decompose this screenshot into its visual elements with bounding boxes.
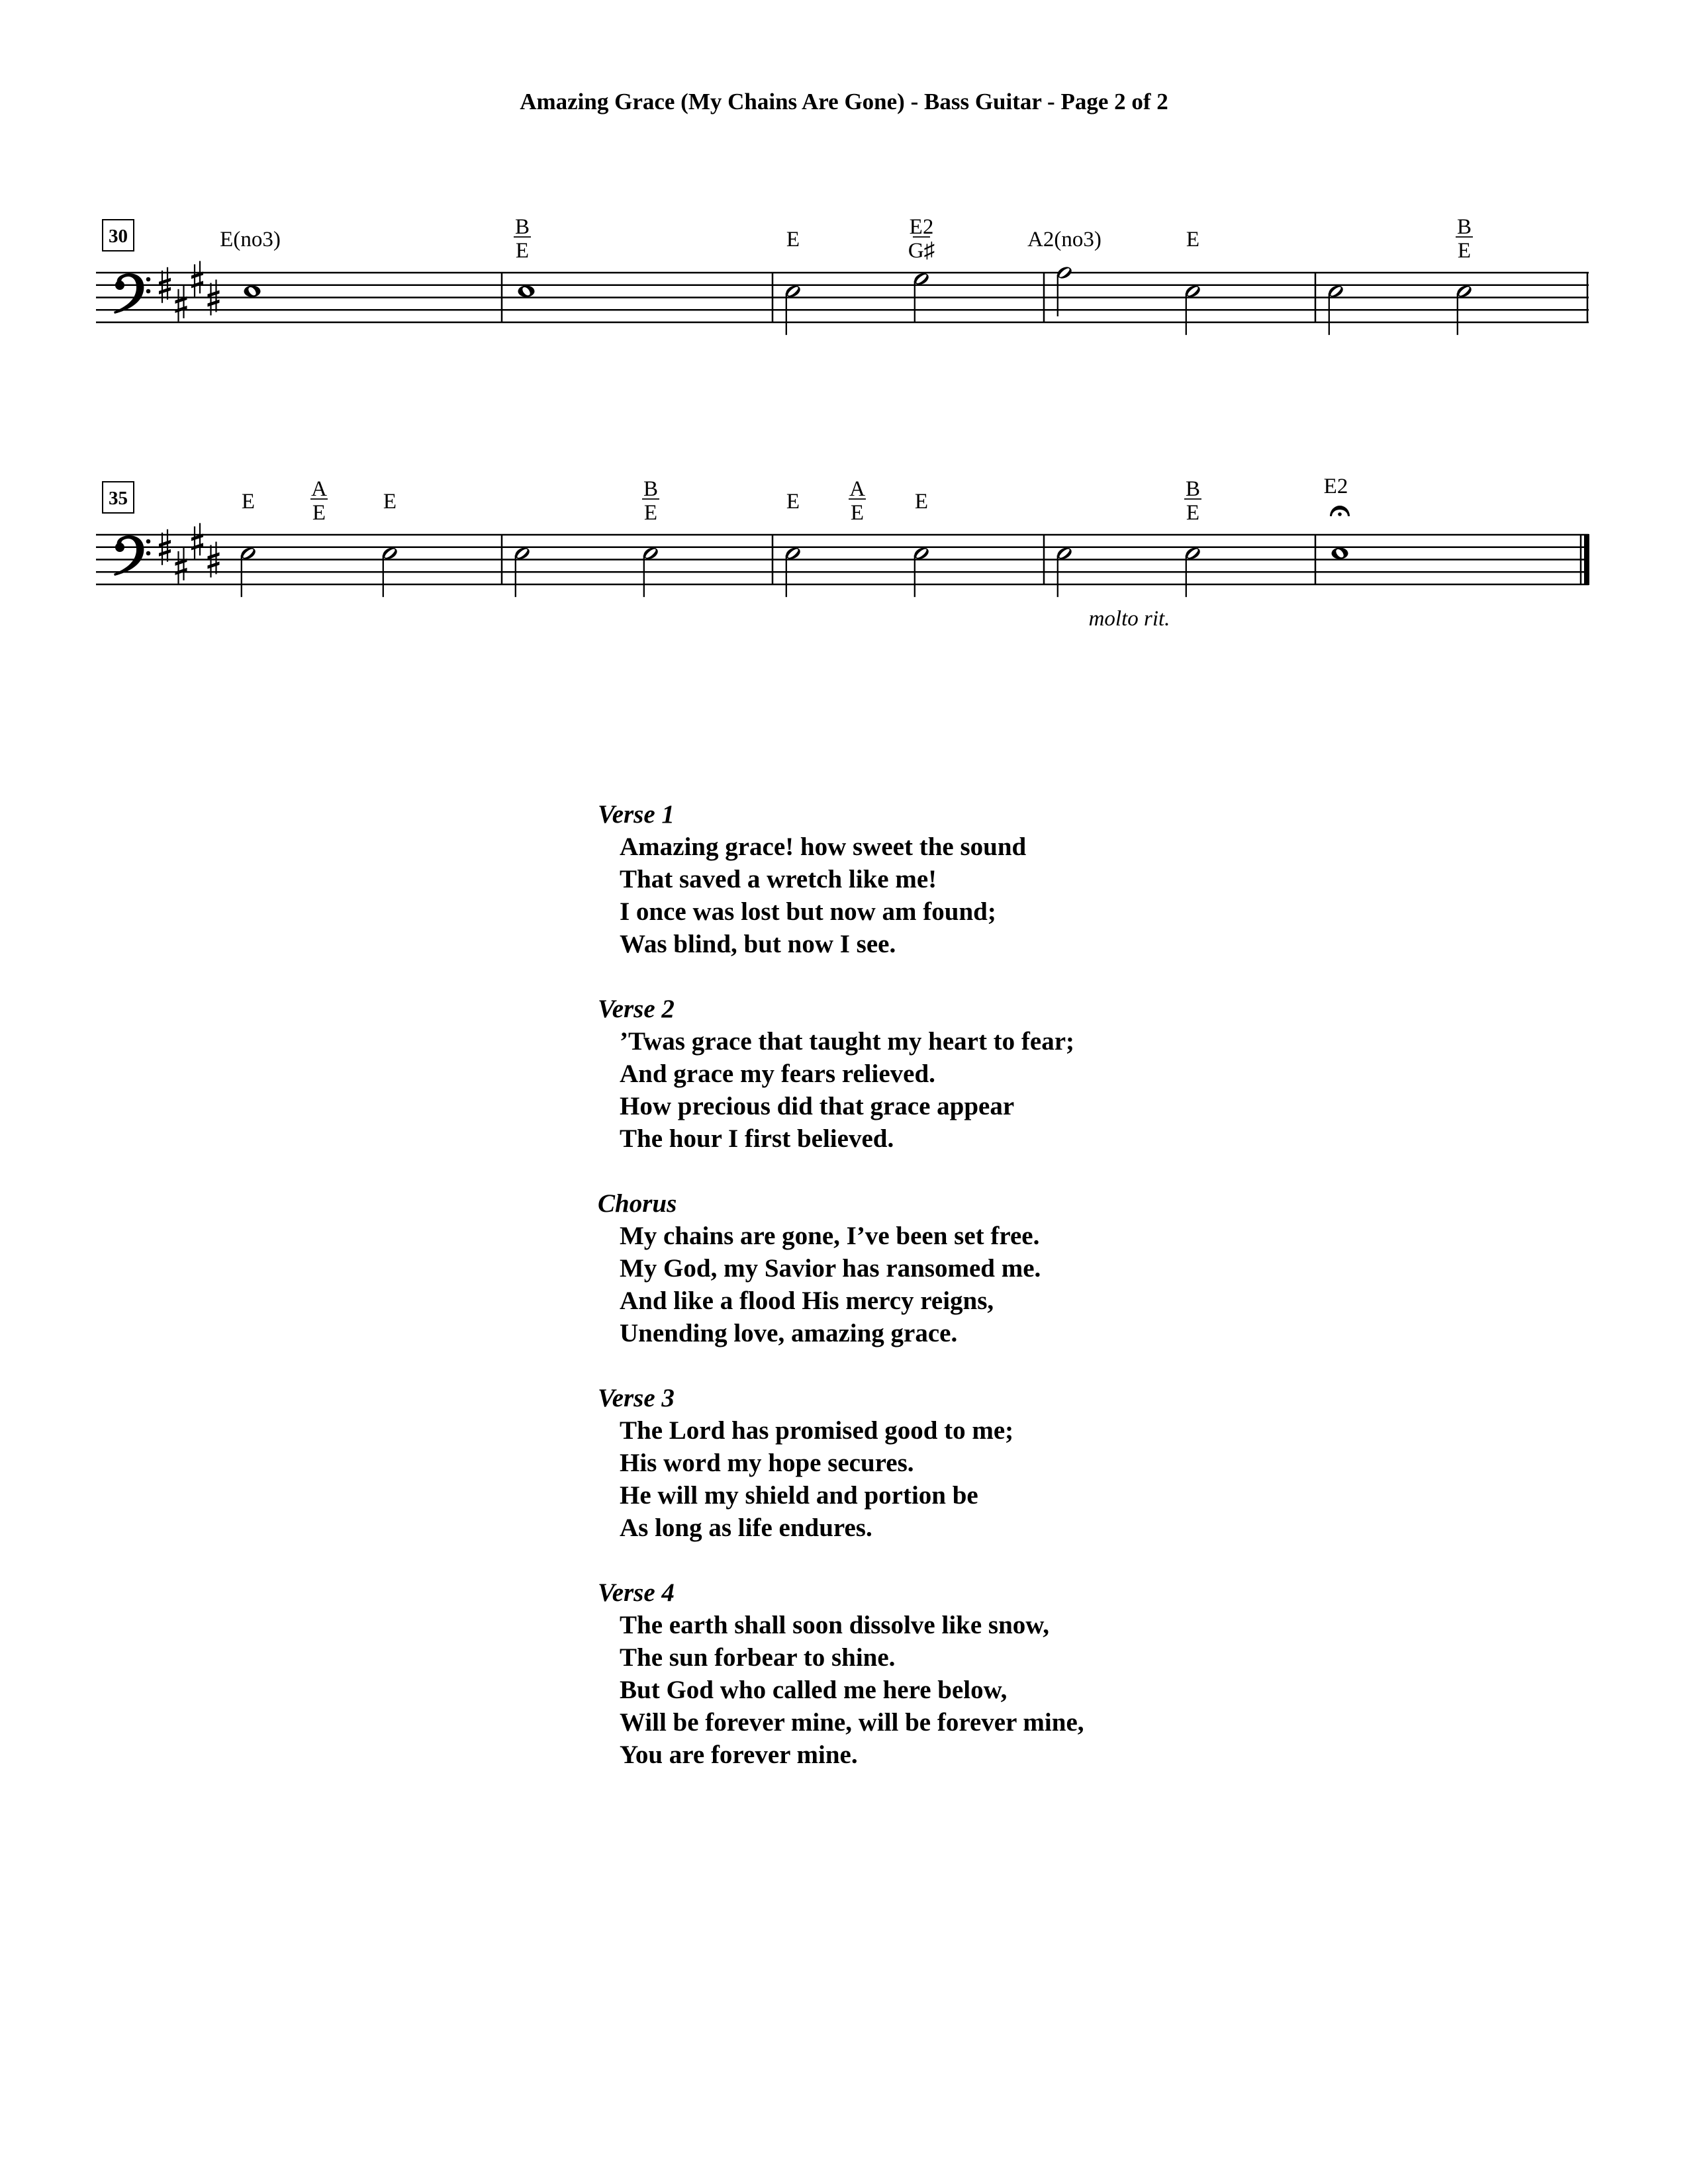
chord-symbol — [786, 490, 800, 514]
clef-dot — [146, 289, 151, 294]
stanza — [598, 1382, 1084, 1544]
lyric-line: How precious did that grace appear — [620, 1092, 1015, 1120]
chord-label: A2(no3) — [1027, 228, 1102, 251]
lyric-line: And grace my fears relieved. — [620, 1060, 935, 1088]
key-signature — [159, 261, 220, 322]
stanza-heading: Verse 4 — [598, 1578, 675, 1607]
chord-root: A — [311, 477, 327, 501]
clef-body — [114, 535, 144, 576]
chord-symbol — [514, 215, 531, 263]
staff-system — [96, 475, 1589, 631]
sharp-bar — [208, 291, 220, 298]
fermata-icon — [1330, 506, 1350, 516]
lyric-line: My God, my Savior has ransomed me. — [620, 1254, 1041, 1283]
measure — [220, 228, 281, 297]
bar-number: 30 — [109, 226, 128, 247]
chord-symbol — [242, 490, 255, 514]
lyric-line: The hour I first believed. — [620, 1124, 894, 1153]
chord-symbol — [310, 477, 328, 525]
bar-number: 35 — [109, 488, 128, 509]
whole-note — [518, 286, 535, 297]
lyric-line: Amazing grace! how sweet the sound — [620, 833, 1027, 861]
whole-note — [1330, 506, 1350, 559]
chord-bass: E — [515, 239, 530, 263]
sharp-bar — [159, 549, 171, 557]
sharp-bar — [159, 278, 171, 285]
lyric-line: Unending love, amazing grace. — [620, 1319, 958, 1347]
clef-dot — [146, 277, 151, 282]
stanza-heading: Verse 1 — [598, 800, 675, 829]
chord-symbol — [1027, 228, 1102, 251]
sharp-bar — [208, 562, 220, 569]
chord-symbol — [786, 228, 800, 251]
chord-symbol — [908, 215, 935, 263]
lyric-line: You are forever mine. — [620, 1741, 858, 1769]
chord-bass: E — [643, 501, 658, 525]
sharp-bar — [191, 281, 203, 288]
lyric-line: The sun forbear to shine. — [620, 1643, 896, 1672]
chord-symbol — [915, 490, 928, 514]
chord-bass: E — [850, 501, 865, 525]
fermata-dot — [1338, 512, 1342, 516]
page-title: Amazing Grace (My Chains Are Gone) - Bass Guitar - Page 2 of 2 — [520, 89, 1168, 114]
key-signature — [159, 523, 220, 584]
chord-symbol — [1456, 215, 1473, 263]
lyric-line: ’Twas grace that taught my heart to fear; — [620, 1027, 1075, 1056]
bass-clef-icon — [114, 273, 150, 314]
measure — [239, 477, 399, 597]
lyric-line: The Lord has promised good to me; — [620, 1416, 1014, 1445]
measure — [513, 477, 659, 597]
chord-symbol — [220, 228, 281, 251]
measure — [1327, 215, 1473, 335]
chord-label: E — [241, 490, 256, 514]
stanza-heading: Verse 2 — [598, 995, 675, 1023]
chord-root: B — [514, 215, 530, 239]
sharp-bar — [159, 287, 171, 295]
lyric-line: Was blind, but now I see. — [620, 930, 896, 958]
stanza — [598, 1187, 1084, 1349]
chord-root: B — [1185, 477, 1201, 501]
sharp-bar — [159, 540, 171, 547]
measure — [784, 477, 930, 597]
lyric-line: And like a flood His mercy reigns, — [620, 1287, 994, 1315]
sharp-bar — [191, 543, 203, 550]
chord-bass: E — [1457, 239, 1472, 263]
lyric-line: My chains are gone, I’ve been set free. — [620, 1222, 1040, 1250]
chord-symbol — [849, 477, 866, 525]
sharp-bar — [175, 306, 187, 313]
chord-bass: E — [312, 501, 326, 525]
chord-label: E — [1186, 228, 1200, 251]
clef-body — [114, 273, 144, 314]
lyric-line: But God who called me here below, — [620, 1676, 1008, 1704]
lyric-line: He will my shield and portion be — [620, 1481, 978, 1510]
lyric-line: As long as life endures. — [620, 1514, 872, 1542]
chord-root: B — [643, 477, 659, 501]
sharp-bar — [208, 300, 220, 307]
chord-bass: E — [1186, 501, 1200, 525]
lyric-line: The earth shall soon dissolve like snow, — [620, 1611, 1050, 1639]
half-note — [1055, 265, 1073, 316]
chord-label: E — [786, 228, 800, 251]
stanza — [598, 1576, 1084, 1771]
staff-system — [96, 215, 1589, 335]
measure — [784, 215, 935, 335]
chord-root: A — [849, 477, 865, 501]
chord-symbol — [383, 490, 397, 514]
measure — [1055, 477, 1201, 631]
chord-root: B — [1456, 215, 1472, 239]
stanza — [598, 993, 1084, 1155]
lyric-line: That saved a wretch like me! — [620, 865, 937, 893]
chord-bass: G♯ — [908, 239, 935, 263]
clef-head — [115, 281, 124, 290]
lyric-line: I once was lost but now am found; — [620, 897, 996, 926]
clef-head — [115, 543, 124, 552]
sharp-bar — [175, 568, 187, 575]
clef-dot — [146, 551, 151, 556]
sharp-bar — [208, 553, 220, 560]
stanza-heading: Verse 3 — [598, 1384, 675, 1412]
expression-marking: molto rit. — [1088, 607, 1170, 631]
final-barline-thick — [1584, 534, 1589, 585]
clef-dot — [146, 539, 151, 544]
chord-symbol — [1186, 228, 1199, 251]
lyrics-block — [598, 798, 1084, 1803]
stanza-heading: Chorus — [598, 1189, 677, 1218]
chord-symbol — [1184, 477, 1201, 525]
measure — [1027, 228, 1202, 335]
whole-note — [244, 286, 261, 297]
chord-symbol — [642, 477, 659, 525]
chord-label: E — [914, 490, 929, 514]
chord-symbol — [1324, 475, 1348, 498]
chord-label: E — [383, 490, 397, 514]
lyric-line: Will be forever mine, will be forever mine, — [620, 1708, 1084, 1737]
chord-label: E2 — [1323, 475, 1348, 498]
bass-clef-icon — [114, 535, 150, 576]
chord-root: E2 — [909, 215, 934, 239]
stanza — [598, 798, 1084, 960]
chord-label: E — [786, 490, 800, 514]
music-score — [0, 0, 1688, 662]
chord-label: E(no3) — [220, 228, 281, 251]
lyric-line: His word my hope secures. — [620, 1449, 914, 1477]
